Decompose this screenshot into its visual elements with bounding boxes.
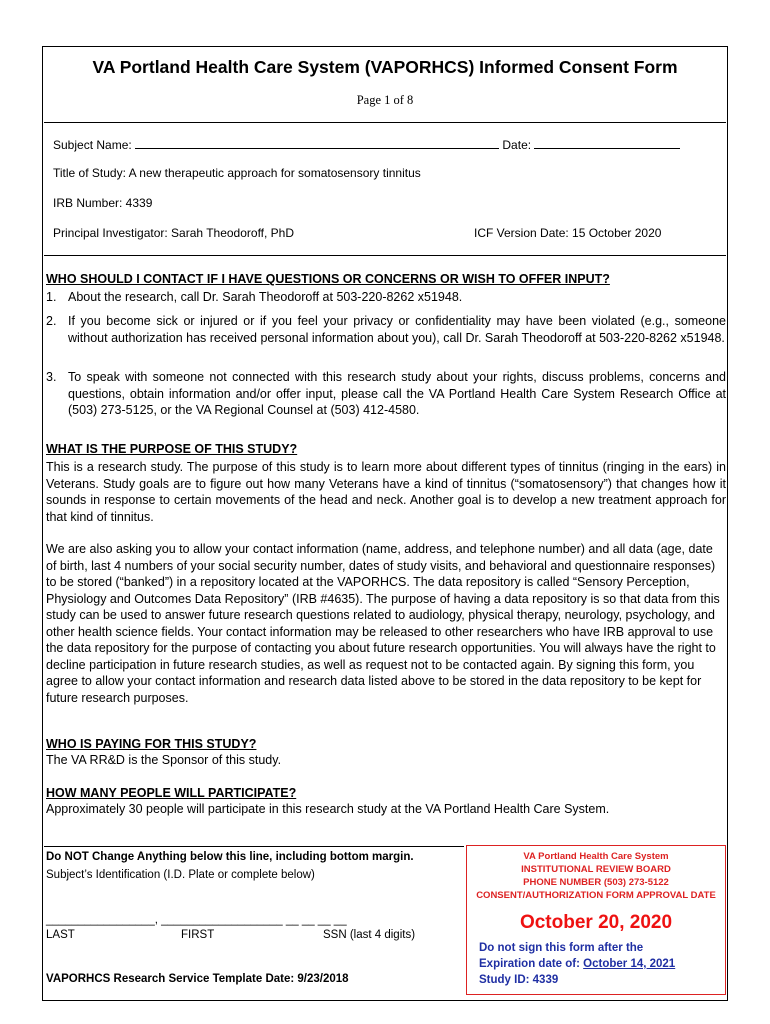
stamp-line-3: PHONE NUMBER (503) 273-5122 [523, 877, 669, 888]
template-date: VAPORHCS Research Service Template Date: 9/23/2018 [46, 973, 349, 985]
participants-text: Approximately 30 people will participate in this research study at the VA Portland Health Care System. [46, 802, 610, 816]
subject-name-label: Subject Name: [53, 138, 132, 152]
expiration-label: Expiration date of: [479, 958, 580, 970]
footer-divider [44, 846, 464, 847]
form-title: VA Portland Health Care System (VAPORHCS) Informed Consent Form [92, 57, 678, 77]
paying-text: The VA RR&D is the Sponsor of this study. [46, 753, 282, 767]
purpose-heading: WHAT IS THE PURPOSE OF THIS STUDY? [46, 442, 298, 456]
subject-name-row [53, 136, 680, 152]
stamp-line-2: INSTITUTIONAL REVIEW BOARD [521, 864, 671, 875]
contact-heading: WHO SHOULD I CONTACT IF I HAVE QUESTIONS OR CONCERNS OR WISH TO OFFER INPUT? [46, 272, 610, 286]
list-item: 2. If you become sick or injured or if you feel your privacy or confidentiality may have been violated (e.g., someone without authorization has received personal information about you), call Dr. Sarah Theodoroff at 503-220-8262 x51948. [46, 314, 726, 345]
expiration-row [467, 956, 725, 972]
expiration-date: October 14, 2021 [583, 958, 676, 970]
paying-heading: WHO IS PAYING FOR THIS STUDY? [46, 737, 257, 751]
page-number: Page 1 of 8 [356, 93, 414, 107]
list-item: 1. About the research, call Dr. Sarah Theodoroff at 503-220-8262 x51948. [46, 290, 463, 304]
subject-name-field[interactable] [135, 136, 499, 149]
purpose-paragraph-2: We are also asking you to allow your contact information (name, address, and telephone number) and all data (age, date of birth, last 4 numbers of your social security number, dates of study visits, and behavioral and questionnaire responses) to be stored (“banked”) in a repository located at the VAPORHCS. The data repository is called “Sensory Perception, Physiology and Outcomes Data Repository” (IRB #4635). The purpose of having a data repository is so that data from this study can be used to answer future research questions related to audiology, physical therapy, neurology, psychology, and other health science fields. Your contact information may be released to other researchers who have IRB approval to use the data repository for the purpose of contacting you about future research opportunities. You will always have the right to decline participation in future research studies, as well as request not to be contacted again. By signing this form, you agree to allow your contact information and research data listed above to be stored in the data repository to be kept for future research purposes. [46, 542, 720, 705]
date-field[interactable] [534, 136, 680, 149]
stamp-line-1: VA Portland Health Care System [523, 851, 669, 862]
identification-blank-line[interactable]: _________________, ___________________ __ __ __ __ [46, 914, 347, 926]
stamp-notice: Do not sign this form after the [479, 942, 644, 954]
icf-version-date: ICF Version Date: 15 October 2020 [474, 226, 662, 240]
subject-identification-label: Subject’s Identification (I.D. Plate or complete below) [46, 869, 315, 881]
irb-approval-stamp [466, 845, 726, 995]
header-divider [44, 122, 726, 123]
first-name-label: FIRST [181, 929, 215, 941]
ssn-label: SSN (last 4 digits) [323, 929, 416, 941]
participants-heading: HOW MANY PEOPLE WILL PARTICIPATE? [46, 786, 297, 800]
last-name-label: LAST [46, 929, 75, 941]
approval-date: October 20, 2020 [519, 912, 673, 933]
study-id: Study ID: 4339 [479, 974, 559, 986]
study-title: Title of Study: A new therapeutic approach for somatosensory tinnitus [53, 166, 421, 180]
irb-number: IRB Number: 4339 [53, 196, 153, 210]
list-item: 3. To speak with someone not connected with this research study about your rights, discuss problems, concerns and questions, obtain information and/or offer input, please call the VA Portland Health Care System Research Office at (503) 273-5125, or the VA Regional Counsel at (503) 412-4580. [46, 370, 726, 417]
date-label: Date: [502, 138, 532, 152]
header-box [44, 48, 726, 256]
principal-investigator: Principal Investigator: Sarah Theodoroff, PhD [53, 226, 295, 240]
stamp-line-4: CONSENT/AUTHORIZATION FORM APPROVAL DATE [476, 890, 716, 901]
purpose-paragraph-1: This is a research study. The purpose of this study is to learn more about different types of tinnitus (ringing in the ears) in Veterans. Study goals are to figure out how many Veterans have a kind of tinnitus (“somatosensory”) that changes how it sounds in response to certain movements of the head and neck. Another goal is to develop a new treatment approach for that kind of tinnitus. [46, 460, 726, 524]
footer-warning: Do NOT Change Anything below this line, including bottom margin. [46, 851, 414, 863]
